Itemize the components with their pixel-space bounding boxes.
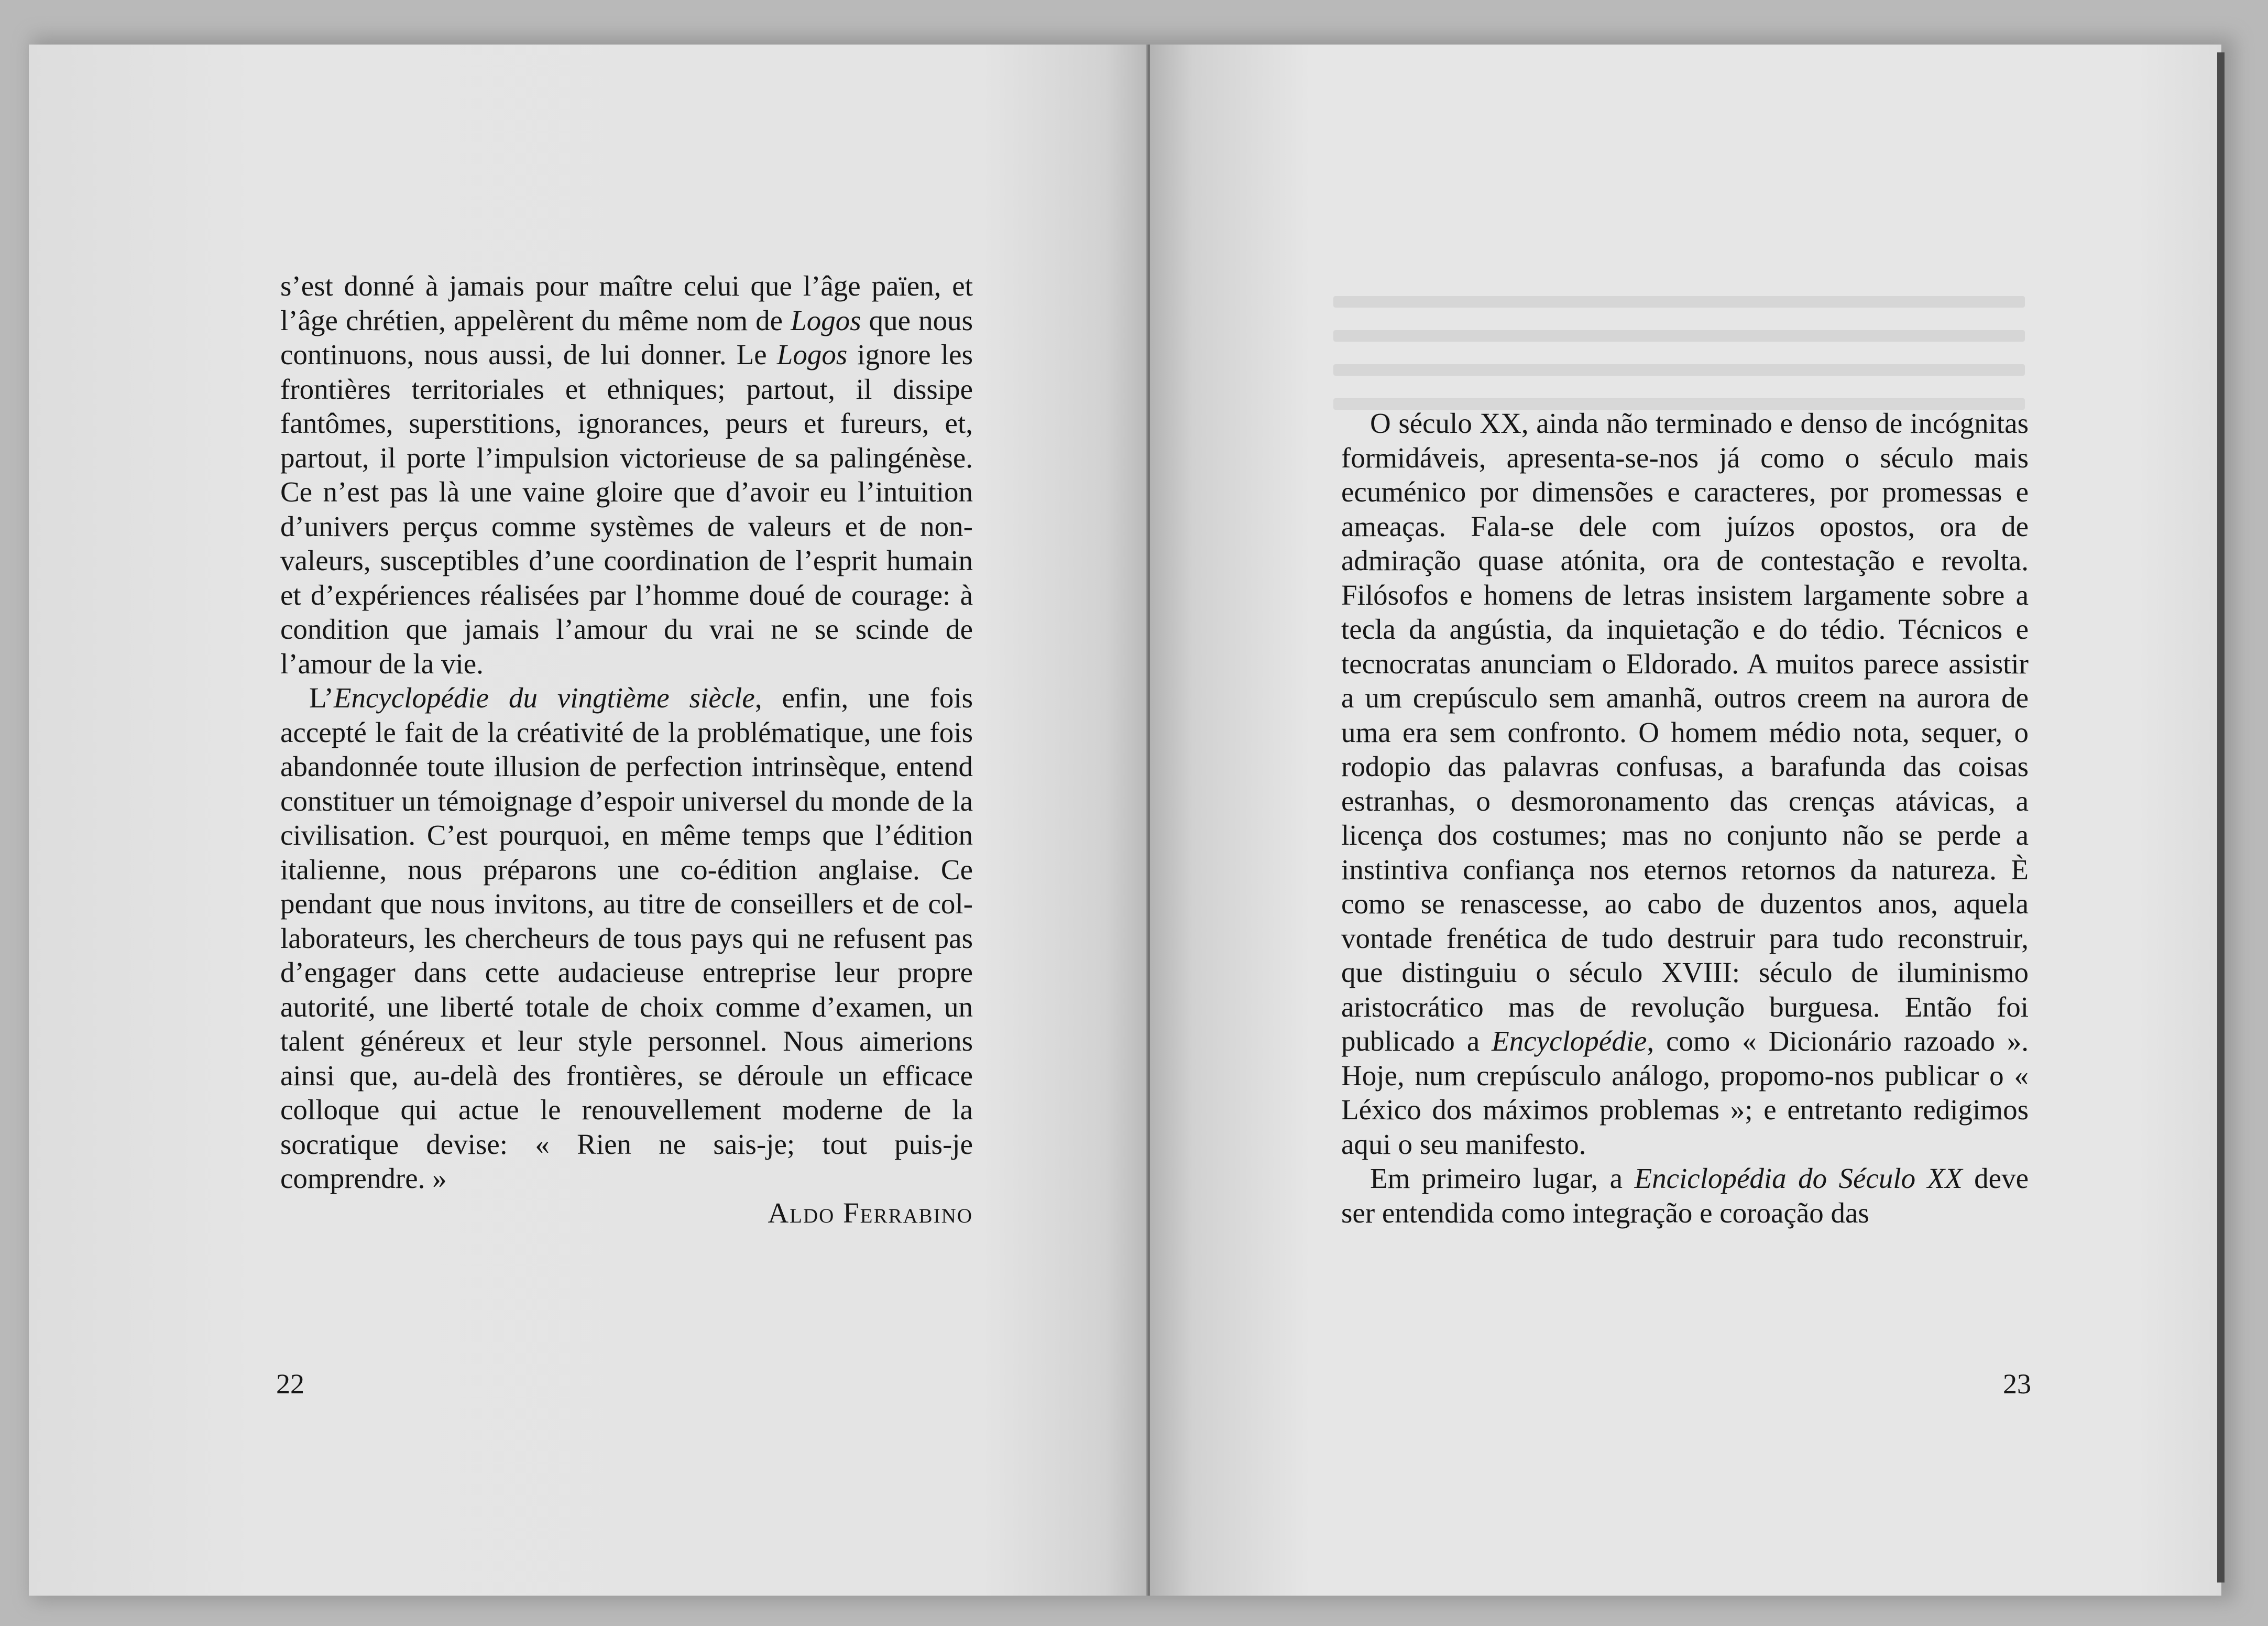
left-page bbox=[29, 45, 1150, 1596]
left-paragraph-2: L’Encyclopédie du vingtième siècle, enfin, une fois accepté le fait de la créativité de la problématique, une fois abandonnée toute illusion de perfection intrinsèque, entend constituer un témoignage d’espoir universel du monde de la civilisation. C’est pourquoi, en même temps que l’édition italienne, nous préparons une co-édition anglaise. Ce pendant que nous invitons, au titre de conseillers et de collaborateurs, les chercheurs de tous pays qui ne refusent pas d’engager dans cette audacieuse entreprise leur propre autorité, une liberté totale de choix comme d’examen, un talent généreux et leur style personnel. Nous aimerions ainsi que, au-delà des frontières, se déroule un efficace colloque qui actue le renouvellement moderne de la socratique devise: « Rien ne sais-je; tout puis-je comprendre. » bbox=[280, 682, 973, 1194]
author-signature: Aldo Ferrabino bbox=[768, 1196, 973, 1229]
left-page-text bbox=[280, 269, 973, 1230]
right-page-number: 23 bbox=[2003, 1368, 2031, 1400]
left-paragraph-1: s’est donné à jamais pour maître celui que l’âge païen, et l’âge chrétien, appelèrent du même nom de Logos que nous continuons, nous aussi, de lui donner. Le Logos ignore les frontières territoriales et ethniques; partout, il dissipe fantômes, superstitions, ignorances, peurs et fureurs, et, partout, il porte l’impulsion victorieuse de sa palingénèse. Ce n’est pas là une vaine gloire que d’avoir eu l’intuition d’univers perçus comme systèmes de valeurs et de non-valeurs, susceptibles d’une coordination de l’esprit humain et d’expériences réalisées par l’homme doué de courage: à condition que jamais l’amour du vrai ne se scinde de l’amour de la vie. bbox=[280, 270, 973, 680]
book-page-edge bbox=[2217, 52, 2225, 1583]
right-page-text bbox=[1341, 406, 2029, 1230]
left-page-number: 22 bbox=[276, 1368, 304, 1400]
right-paragraph-2: Em primeiro lugar, a Enciclopédia do Século XX deve ser entendida como integração e coroação das bbox=[1341, 1162, 2029, 1229]
right-page bbox=[1150, 45, 2221, 1596]
right-paragraph-1: O século XX, ainda não terminado e denso de incógnitas formidáveis, apresenta-se-nos já como o século mais ecuménico por dimensões e caracteres, por promessas e ameaças. Fala-se dele com juízos opostos, ora de admiração quase atónita, ora de contestação e revolta. Filósofos e homens de letras insistem largamente sobre a tecla da angústia, da inquietação e do tédio. Técnicos e tecnocratas anunciam o Eldorado. A muitos parece assistir a um crepúsculo sem amanhã, outros creem na aurora de uma era sem confronto. O homem médio nota, sequer, o rodopio das palavras confusas, a barafunda das coisas estranhas, o desmoronamento das crenças atávicas, a licença dos costumes; mas no conjunto não se perde a instintiva confiança nos eternos retornos da natureza. È como se renascesse, ao cabo de duzentos anos, aquela vontade frenética de tudo destruir para tudo reconstruir, que distinguiu o século XVIII: século de iluminismo aristocrático mas de revolução burguesa. Então foi publicado a Encyclopédie, como « Dicionário razoado ». Hoje, num crepúsculo análogo, propomo-nos publicar o « Léxico dos máximos problemas »; e entretanto redigimos aqui o seu manifesto. bbox=[1341, 407, 2029, 1160]
